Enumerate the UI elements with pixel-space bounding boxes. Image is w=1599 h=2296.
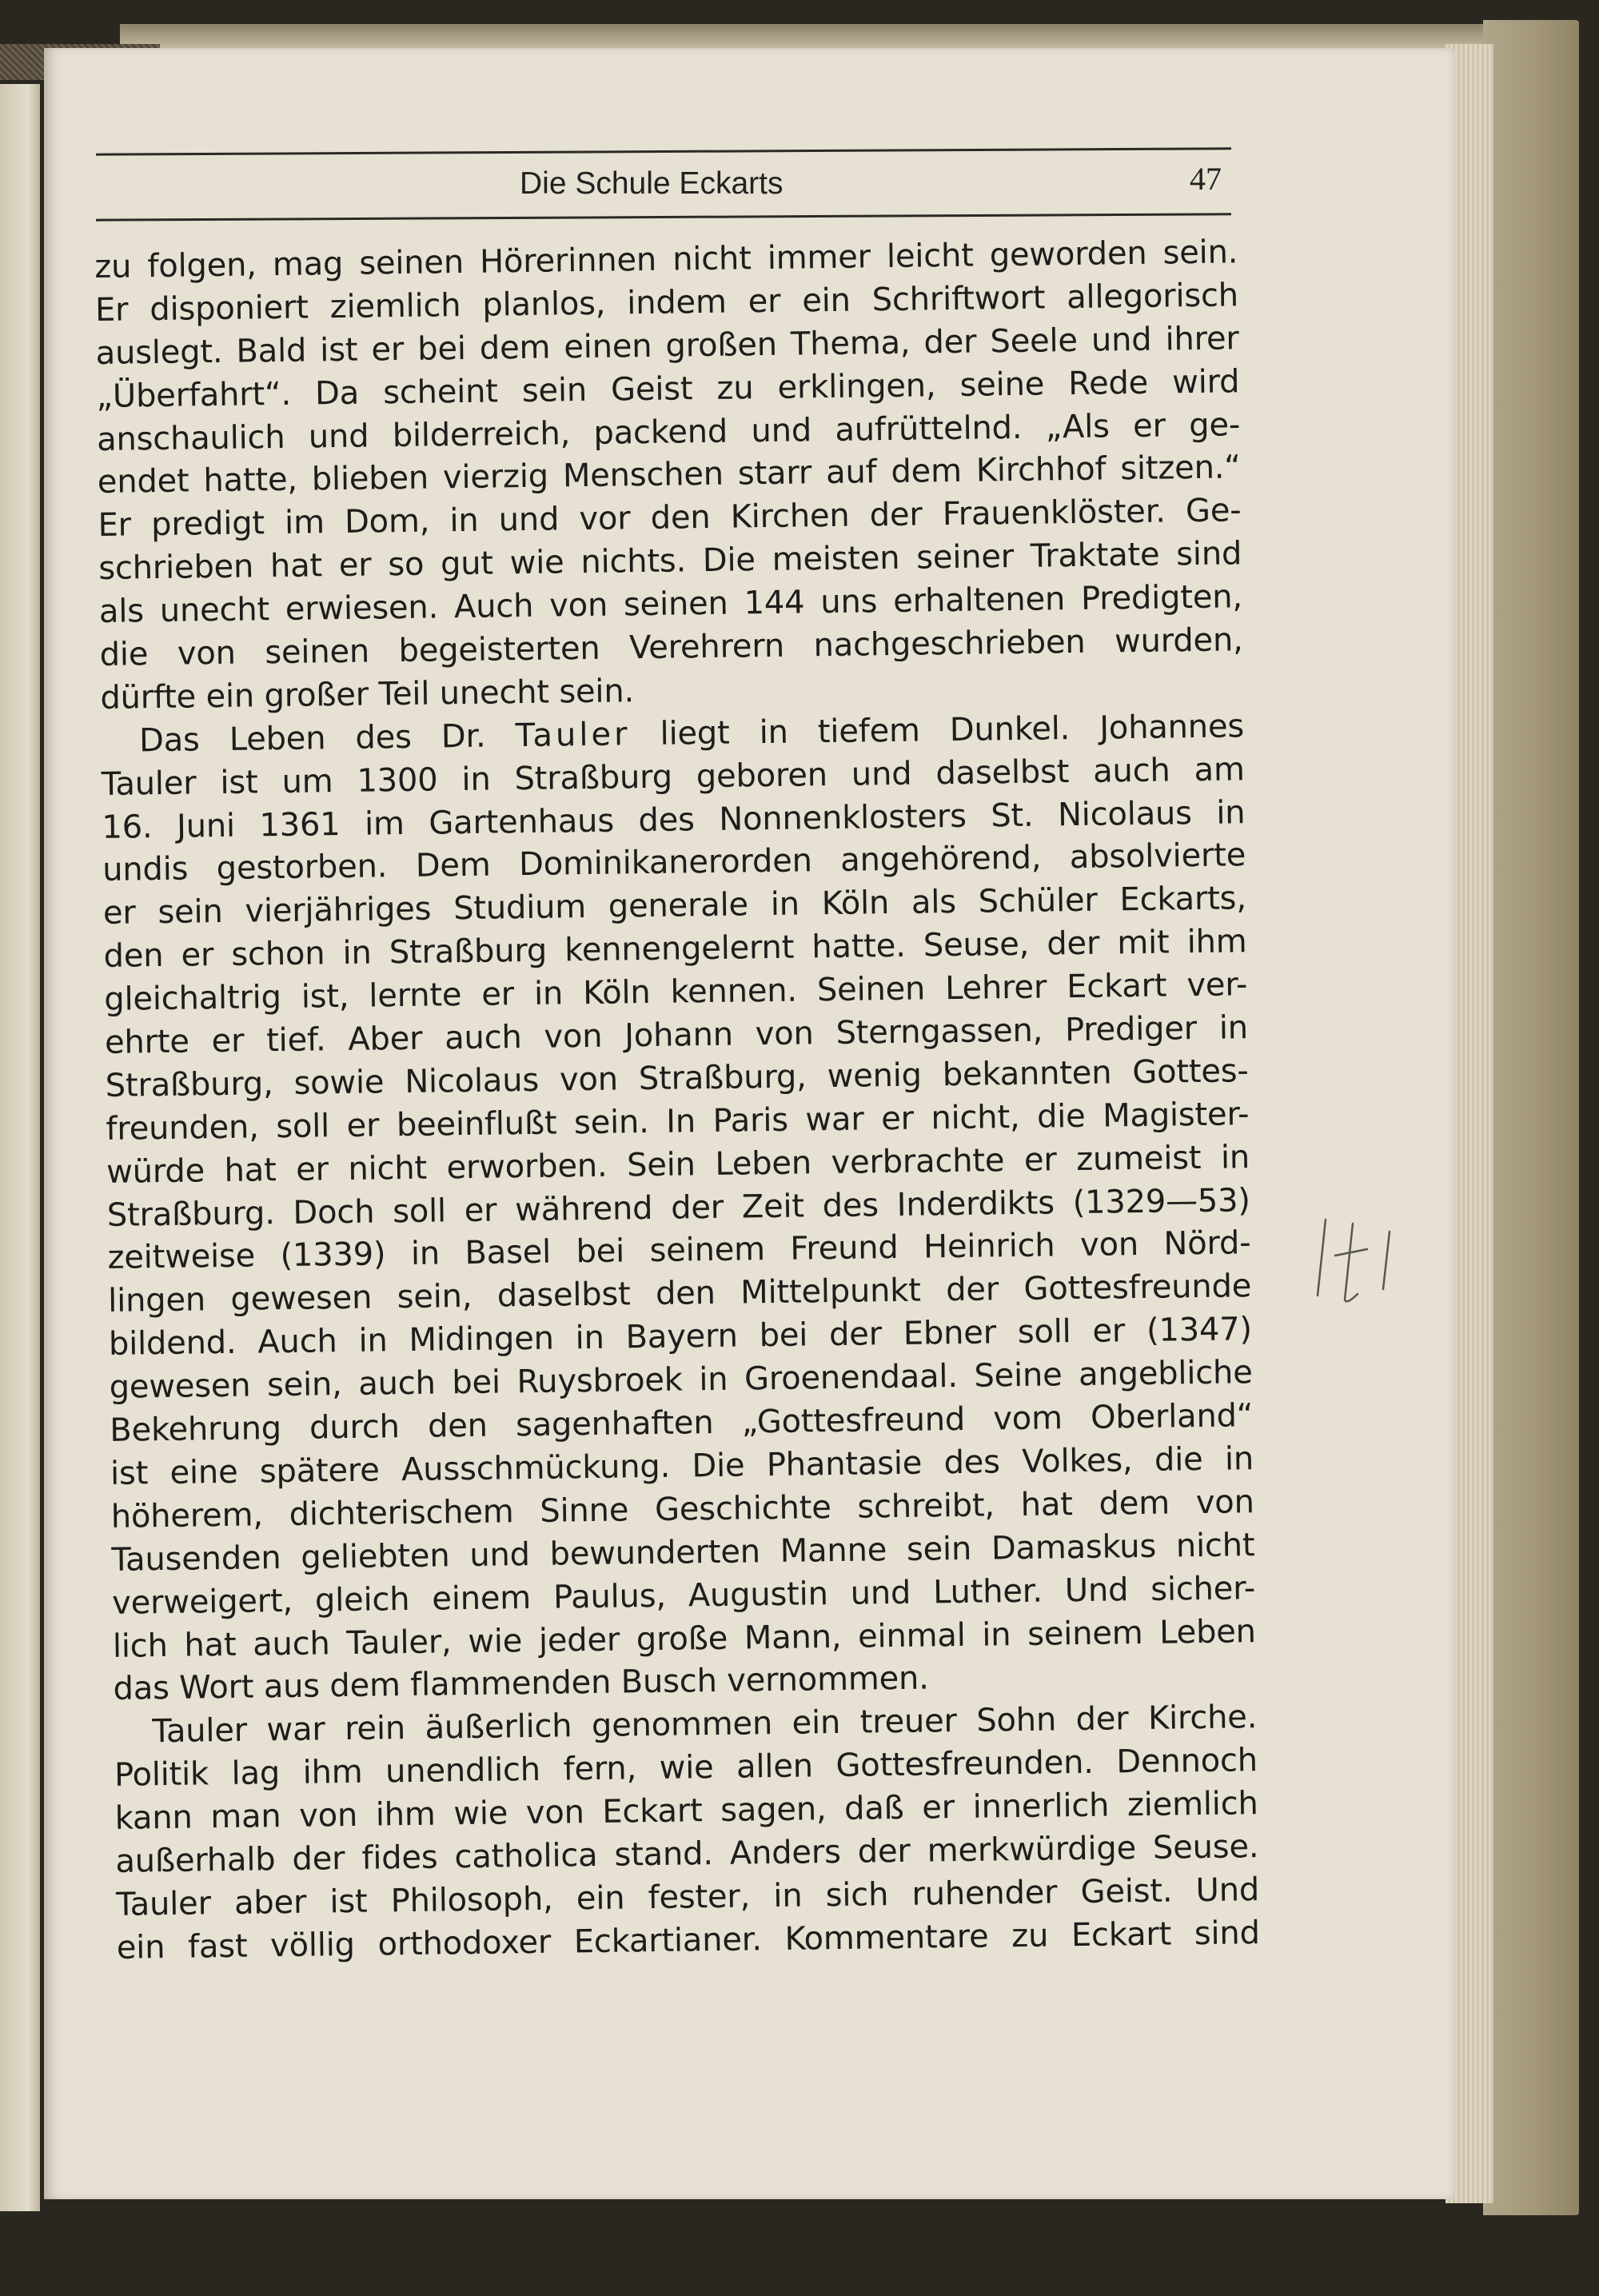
body-text — [94, 231, 1260, 1970]
pencil-margin-mark — [1311, 1200, 1399, 1312]
text-line: dürfte ein großer Teil unecht sein. — [100, 673, 635, 717]
back-cover-board — [1483, 20, 1579, 2215]
text-line: zu folgen, mag seinen Hörerinnen nicht immer leicht geworden sein. — [94, 234, 1238, 286]
page-number: 47 — [1190, 161, 1222, 197]
text-line: freunden, soll er beeinflußt sein. In Paris war er nicht, die Magister- — [106, 1096, 1250, 1148]
text-line: Tauler ist um 1300 in Straßburg geboren und daselbst auch am — [101, 750, 1245, 803]
paragraph-start-line: Das Leben des Dr. Tauler liegt in tiefem Dunkel. Johannes — [138, 708, 1245, 760]
text-line: Er predigt im Dom, in und vor den Kirchen der Frauenklöster. Ge- — [98, 492, 1242, 545]
text-line: höherem, dichterischem Sinne Geschichte schreibt, hat dem von — [110, 1483, 1254, 1535]
text-line: Tausenden geliebten und bewunderten Manne sein Damaskus nicht — [111, 1526, 1255, 1579]
text-line: 16. Juni 1361 im Gartenhaus des Nonnenklosters St. Nicolaus in — [102, 793, 1246, 846]
text-line: auslegt. Bald ist er bei dem einen großen Thema, der Seele und ihrer — [95, 320, 1239, 372]
text-line: er sein vierjähriges Studium generale in Köln als Schüler Eckarts, — [102, 880, 1247, 932]
text-line: anschaulich und bilderreich, packend und aufrüttelnd. „Als er ge- — [96, 405, 1241, 458]
text-line: gewesen sein, auch bei Ruysbroek in Groenendaal. Seine angebliche — [109, 1354, 1253, 1407]
text-line: Straßburg. Doch soll er während der Zeit des Inderdikts (1329—53) — [106, 1181, 1251, 1234]
text-line: das Wort aus dem flammenden Busch vernommen. — [113, 1659, 929, 1708]
text-line: bildend. Auch in Midingen in Bayern bei der Ebner soll er (1347) — [108, 1311, 1253, 1364]
text-line: lingen gewesen sein, daselbst den Mittelpunkt der Gottesfreunde — [107, 1268, 1252, 1320]
text-line: ein fast völlig orthodoxer Eckartianer. Kommentare zu Eckart sind — [116, 1914, 1261, 1967]
text-line: die von seinen begeisterten Verehrern nachgeschrieben wurden, — [99, 621, 1243, 673]
text-line: verweigert, gleich einem Paulus, Augustin und Luther. Und sicher- — [111, 1569, 1256, 1622]
text-line: würde hat er nicht erworben. Sein Leben verbrachte er zumeist in — [106, 1138, 1250, 1191]
text-line: Bekehrung durch den sagenhaften „Gottesfreund vom Oberland“ — [110, 1397, 1254, 1449]
text-line: den er schon in Straßburg kennengelernt hatte. Seuse, der mit ihm — [103, 923, 1247, 976]
text-line: schrieben hat er so gut wie nichts. Die meisten seiner Traktate sind — [98, 535, 1242, 588]
text-line: gleichaltrig ist, lernte er in Köln kennen. Seinen Lehrer Eckart ver- — [104, 966, 1248, 1019]
text-line: kann man von ihm wie von Eckart sagen, daß er innerlich ziemlich — [114, 1785, 1258, 1837]
emphasized-name: Tauler — [515, 716, 631, 754]
text-line: lich hat auch Tauler, wie jeder große Mann, einmal in seinem Leben — [112, 1612, 1257, 1665]
text-line: Tauler aber ist Philosoph, ein fester, in sich ruhender Geist. Und — [115, 1871, 1260, 1923]
text-line: ehrte er tief. Aber auch von Johann von Sterngassen, Prediger in — [104, 1009, 1249, 1061]
left-page-edge — [0, 84, 40, 2211]
text-line: endet hatte, blieben vierzig Menschen starr auf dem Kirchhof sitzen.“ — [97, 449, 1242, 501]
paragraph-start-line: Tauler war rein äußerlich genommen ein treuer Sohn der Kirche. — [152, 1699, 1258, 1751]
text-line: Er disponiert ziemlich planlos, indem er ein Schriftwort allegorisch — [94, 277, 1239, 329]
text-line: zeitweise (1339) in Basel bei seinem Freund Heinrich von Nörd- — [107, 1224, 1251, 1277]
text-line: Straßburg, sowie Nicolaus von Straßburg, wenig bekannten Gottes- — [105, 1052, 1249, 1104]
text-line: ist eine spätere Ausschmückung. Die Phantasie des Volkes, die in — [110, 1440, 1254, 1492]
running-head: Die Schule Eckarts — [520, 166, 784, 201]
text-line: Politik lag ihm unendlich fern, wie allen Gottesfreunden. Dennoch — [114, 1742, 1258, 1795]
text-line: undis gestorben. Dem Dominikanerorden angehörend, absolvierte — [102, 837, 1246, 889]
text-line: außerhalb der fides catholica stand. Anders der merkwürdige Seuse. — [115, 1828, 1259, 1880]
text-line: „Überfahrt“. Da scheint sein Geist zu erklingen, seine Rede wird — [96, 362, 1240, 415]
text-line: als unecht erwiesen. Auch von seinen 144 uns erhaltenen Predigten, — [98, 578, 1243, 631]
